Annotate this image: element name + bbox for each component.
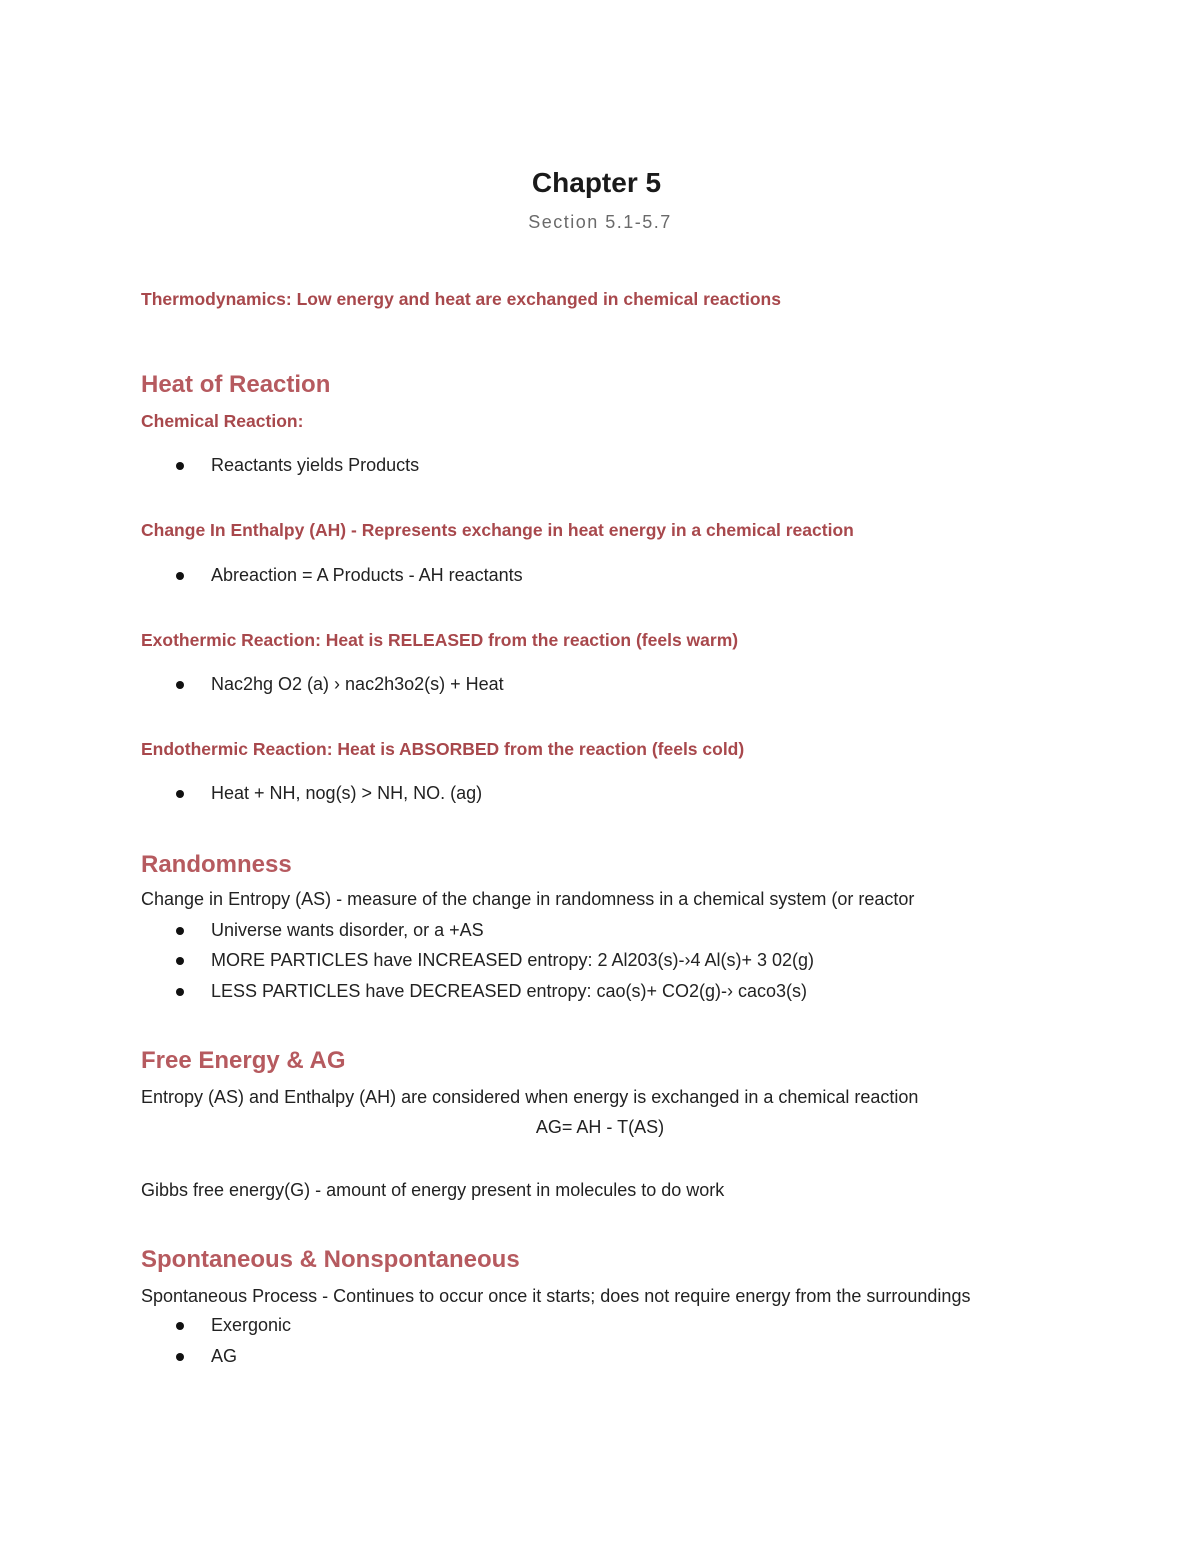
list-item: AG — [211, 1346, 238, 1366]
heading-spontaneous: Spontaneous & Nonspontaneous — [141, 1246, 520, 1273]
bullet-icon — [176, 927, 184, 935]
list-item: Universe wants disorder, or a +AS — [211, 920, 484, 940]
bullet-icon — [176, 572, 184, 580]
bullet-icon — [176, 681, 184, 689]
heading-free-energy: Free Energy & AG — [141, 1047, 346, 1074]
heading-randomness: Randomness — [141, 851, 292, 878]
list-item: MORE PARTICLES have INCREASED entropy: 2 Al203(s)-›4 Al(s)+ 3 02(g) — [211, 950, 815, 970]
bullet-icon — [176, 988, 184, 996]
heading-heat-of-reaction: Heat of Reaction — [141, 371, 331, 398]
page-title: Chapter 5 — [531, 167, 662, 198]
free-energy-text: Entropy (AS) and Enthalpy (AH) are considered when energy is exchanged in a chemical reaction — [141, 1087, 919, 1107]
endothermic-label: Endothermic Reaction: Heat is ABSORBED from the reaction (feels cold) — [141, 739, 745, 759]
chemical-reaction-label: Chemical Reaction: — [141, 411, 304, 431]
list-item: Exergonic — [211, 1315, 292, 1335]
list-item: LESS PARTICLES have DECREASED entropy: cao(s)+ CO2(g)-› caco3(s) — [211, 981, 808, 1001]
exothermic-label: Exothermic Reaction: Heat is RELEASED from the reaction (feels warm) — [141, 630, 739, 650]
bullet-icon — [176, 790, 184, 798]
enthalpy-bullet: Abreaction = A Products - AH reactants — [211, 565, 523, 585]
spontaneous-text: Spontaneous Process - Continues to occur once it starts; does not require energy from the surroundings — [141, 1286, 971, 1306]
gibbs-equation: AG= AH - T(AS) — [535, 1117, 665, 1137]
bullet-icon — [176, 462, 184, 470]
bullet-icon — [176, 1322, 184, 1330]
page-subtitle: Section 5.1-5.7 — [528, 212, 672, 232]
randomness-text: Change in Entropy (AS) - measure of the change in randomness in a chemical system (or reactor — [141, 889, 915, 909]
chemical-reaction-bullet: Reactants yields Products — [211, 455, 420, 475]
bullet-icon — [176, 1353, 184, 1361]
gibbs-definition: Gibbs free energy(G) - amount of energy present in molecules to do work — [141, 1180, 725, 1200]
intro-line: Thermodynamics: Low energy and heat are exchanged in chemical reactions — [141, 289, 781, 309]
exothermic-bullet: Nac2hg O2 (a) › nac2h3o2(s) + Heat — [211, 674, 504, 694]
bullet-icon — [176, 957, 184, 965]
endothermic-bullet: Heat + NH, nog(s) > NH, NO. (ag) — [211, 783, 483, 803]
enthalpy-label: Change In Enthalpy (AH) - Represents exchange in heat energy in a chemical reaction — [141, 520, 854, 540]
